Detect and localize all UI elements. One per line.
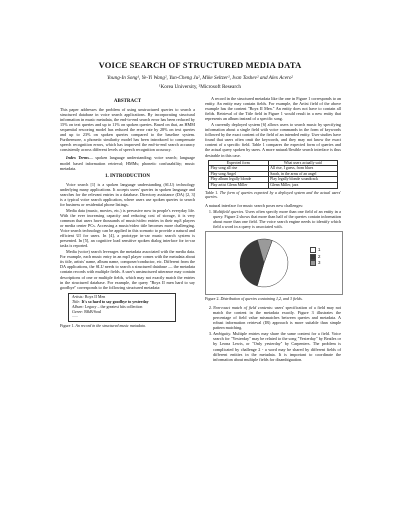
- abstract-text: This paper addresses the problem of using unstructured queries to search a structured database in voice search applications. By incorporating structural information in music metadata, the end-to-end search error has been reduced by 15% on text queries and up to 11% on spoken queries. Based on that, an HMM sequential rescoring model has reduced the error rate by 28% on text queries and up to 23% on spoken queries compared to the baseline system. Furthermore, a phonetic similarity model has been introduced to compensate speech recognition errors, which has improved the end-to-end search accuracy consistently across different levels of speech recognition accuracy.: [60, 107, 195, 153]
- intro-paragraph-3: Media (voice) search leverages the metadata associated with the media data. For example, each music entry in an mp3 player comes with the metadata about its title, artists' name, album name, composer/conductor, etc. Different from the DA applications, the SLU needs to search a structured database — the metadata contain records with multiple fields. A user's unstructured utterance may contain descriptions of one or multiple fields, which may not exactly match the entries in the structured database. For example, the query "Boyz II men hard to say goodbye" corresponds to the following structured metadata:: [60, 249, 195, 290]
- figure-1-line: Genre: R&B/Soul: [72, 308, 102, 314]
- challenge-list-continued: [205, 305, 341, 362]
- table-1: [208, 160, 338, 189]
- pie-chart-svg: [206, 232, 342, 294]
- right-paragraph-1: A record in the structured metadata like the one in Figure 1 corresponds to an entity. An entity may contain fields. For example, the Artist field of the above example has the content "Boyz II Men." An entity does not have to contain all fields. Retrieval of the Title field in Figure 1 would result in a new entity that represents an album instead of a specific song.: [205, 96, 341, 122]
- pie-legend: [310, 247, 320, 266]
- right-column: [205, 96, 341, 363]
- figure-1-line: Artists: Boyz II Men: [72, 294, 106, 300]
- index-terms-text: — spoken language understanding; voice search; language model based information retrieval; HMMs; phonetic confusability; music metadata.: [60, 155, 195, 171]
- intro-paragraph-2: Media data (music, movies, etc.) is pervasive now in people's everyday life. With the ever increasing capacity and reducing cost of storage, it is very common that users have thousands of music/video entries in their mp3 players or media center PCs. Accessing a music/video title becomes more challenging. Voice search technology can be applied in this scenario to provide a natural and efficient UI for users. In [4], a prototype in-car music search system is presented. In [5], an cognitive load sensitive spoken dialog interface for in-car tasks is reported.: [60, 207, 195, 249]
- table-header: Expected form: [209, 160, 269, 166]
- legend-entry: 1: [310, 247, 320, 253]
- figure-2-pie-chart: [205, 231, 343, 295]
- abstract-heading: ABSTRACT: [113, 99, 142, 104]
- figure-1-line: Title: It's so hard to say goodbye to yesterday: [72, 298, 149, 304]
- figure-1-line: ......: [72, 313, 78, 319]
- table-row: Play album legally blonde Play legally blonde soundtrack: [209, 177, 338, 183]
- table-1-caption: Table 1. The form of queries expected by a deployed system and the actual users' queries.: [205, 189, 342, 200]
- intro-paragraph-1: Voice search [1] is a spoken language understanding (SLU) technology underlying many applications. It accepts users' queries in spoken language and searches for the relevant entries in a database. Directory assistance (DA) [2, 3] is a typical voice search application, where users use spoken queries to search for business or residential phone listings.: [60, 181, 195, 207]
- intro-heading: 1. INTRODUCTION: [104, 173, 150, 179]
- index-terms-label: Index Terms: [66, 155, 89, 161]
- figure-1-record: [68, 293, 176, 322]
- table-row: Play song all rise All rise, I guess, from blues: [209, 166, 338, 172]
- right-paragraph-2: A currently deployed system [6] allows users to search music by specifying information about a single field with voice commands in the form of keywords followed by the exact content of the field of an intended entity. User studies have found that users often omit the keywords, and they may not know the exact content of a specific field. Table 1 compares the expected form of queries and the actual query spoken by users. A more natural/flexible search interface is thus desirable in this case.: [205, 122, 341, 158]
- left-column: [60, 96, 195, 331]
- challenge-item: 2. Non-exact match of field contents: users' specification of a field may not match the content in the metadata exactly. Figure 3 illustrates the percentage of field value mismatches between queries and metadata. A robust information retrieval (IR) approach is more suitable than simple pattern matching.: [213, 305, 341, 330]
- figure-2-caption: Figure 2. Distribution of queries containing 1,2, and 3 fields.: [205, 296, 303, 302]
- figure-1-caption: Figure 1. An record in the structured music metadata.: [60, 322, 146, 328]
- table-header: What users actually said: [268, 160, 337, 166]
- right-paragraph-3: A natural interface for music search poses new challenges:: [205, 203, 304, 209]
- legend-entry: 2: [310, 254, 320, 260]
- paper-authors: Young-In Song¹, Ye-Yi Wang², Yun-Cheng Ju², Mike Seltzer², Ivan Tashev² and Alex Acero²: [107, 75, 293, 81]
- table-row: Play song Angel Sarah, in the arms of an angel: [209, 171, 338, 177]
- index-terms: [60, 155, 195, 170]
- figure-1-line: Album: Legacy – the greatest hits collection: [72, 303, 143, 309]
- paper-title: VOICE SEARCH OF STRUCTURED MEDIA DATA: [98, 60, 302, 70]
- challenge-item: 3. Ambiguity. Multiple entries may share the same content for a field. Voice search for "Yesterday" may be related to the song "Yesterday" by Beatles or by Leona Lewis, or "Only yesterday" by Carpenters. The problem is complicated by challenge 2 - a word may be shared by different fields of different entities in the metadata. It is important to coordinate the information about multiple fields for disambiguation.: [213, 331, 341, 361]
- legend-swatch: [310, 260, 316, 266]
- paper-affiliations: ¹Korea University, ²Microsoft Research: [158, 84, 241, 90]
- table-row: Play artist Glenn Miller Glenn Miller, jazz: [209, 182, 338, 188]
- legend-entry: 3: [310, 260, 320, 266]
- legend-swatch: [310, 254, 316, 260]
- challenge-list: [205, 209, 341, 229]
- legend-swatch: [310, 247, 316, 253]
- challenge-item: 1. Multifield queries. Users often specify more than one field of an entity in a query. Figure 2 shows that more than half of the queries contain information about more than one field. The voice search engine needs to identify which field a word in a query is associated with.: [213, 209, 341, 229]
